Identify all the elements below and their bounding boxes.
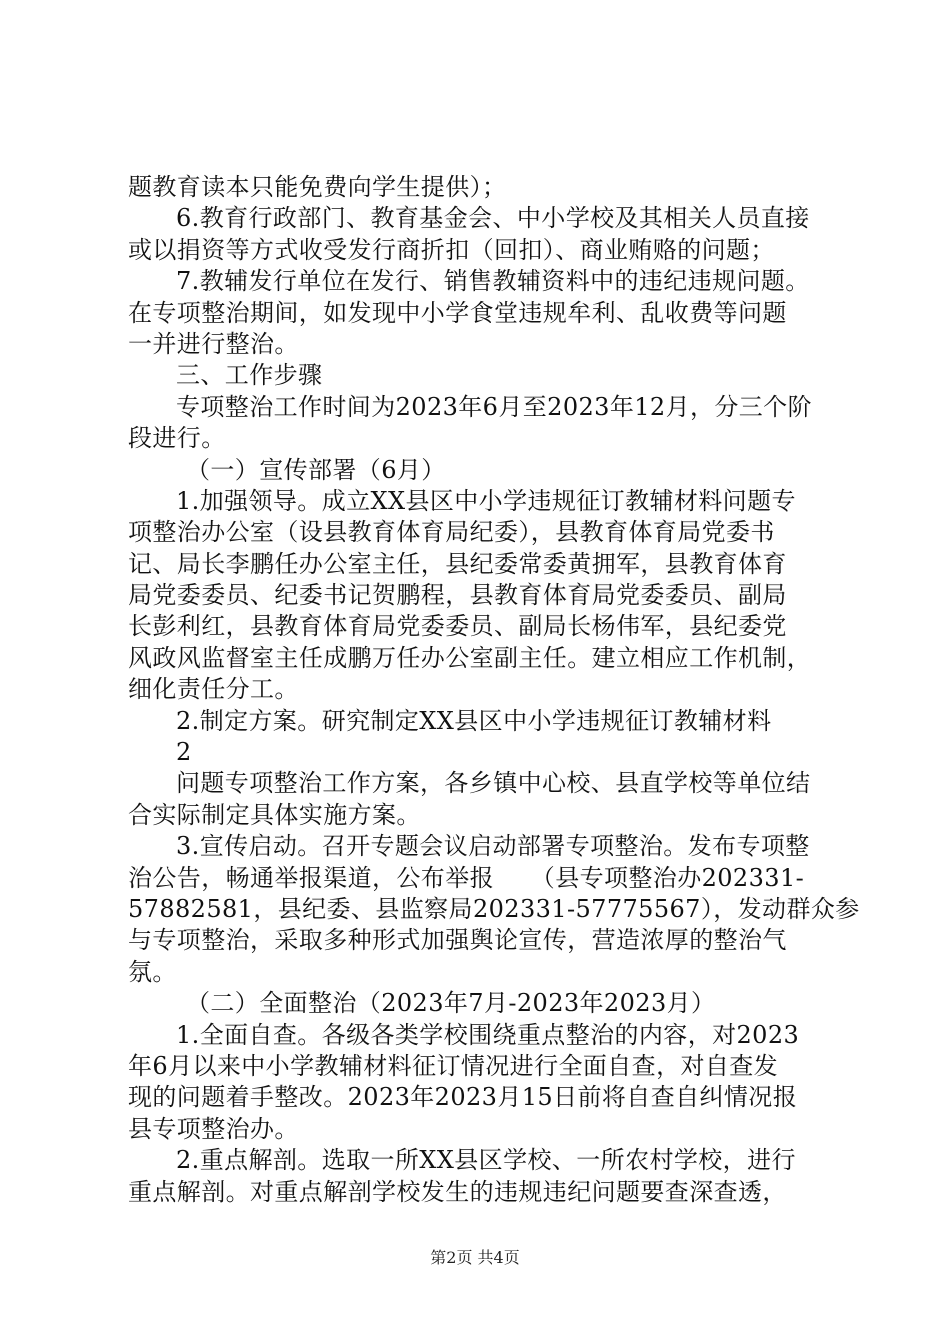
- page-footer: 第2页 共4页: [430, 1248, 520, 1267]
- text-line: 合实际制定具体实施方案。: [128, 800, 421, 829]
- document-body: [128, 172, 860, 1208]
- text-line: 一并进行整治。: [128, 329, 299, 358]
- text-line: 7.教辅发行单位在发行、销售教辅资料中的违纪违规问题。: [176, 267, 810, 296]
- text-line: 与专项整治，采取多种形式加强舆论宣传，营造浓厚的整治气: [128, 926, 787, 955]
- text-line: 现的问题着手整改。2023年2023月15日前将自查自纠情况报: [128, 1083, 798, 1112]
- text-line: （二）全面整治（2023年7月-2023年2023月）: [186, 989, 716, 1018]
- text-line: 县专项整治办。: [128, 1114, 299, 1143]
- text-line: 或以捐资等方式收受发行商折扣（回扣）、商业贿赂的问题；: [128, 235, 775, 264]
- text-line: 6.教育行政部门、教育基金会、中小学校及其相关人员直接: [176, 204, 810, 233]
- text-line: 2: [176, 738, 192, 767]
- text-line: 局党委委员、纪委书记贺鹏程，县教育体育局党委委员、副局: [128, 581, 787, 610]
- text-line: 3.宣传启动。召开专题会议启动部署专项整治。发布专项整: [176, 832, 810, 861]
- text-line: 治公告，畅通举报渠道，公布举报 （县专项整治办202331-: [128, 863, 805, 892]
- text-line: 项整治办公室（设县教育体育局纪委），县教育体育局党委书: [128, 518, 775, 547]
- text-line: 细化责任分工。: [128, 675, 299, 704]
- text-line: 2.重点解剖。选取一所XX县区学校、一所农村学校，进行: [176, 1146, 796, 1175]
- text-line: 1.全面自查。各级各类学校围绕重点整治的内容，对2023: [176, 1020, 800, 1049]
- text-line: 问题专项整治工作方案，各乡镇中心校、县直学校等单位结: [176, 769, 811, 798]
- text-line: 重点解剖。对重点解剖学校发生的违规违纪问题要查深查透，: [128, 1177, 787, 1206]
- text-line: 1.加强领导。成立XX县区中小学违规征订教辅材料问题专: [176, 486, 796, 515]
- text-line: 在专项整治期间，如发现中小学食堂违规牟利、乱收费等问题: [128, 298, 787, 327]
- text-line: 段进行。: [128, 424, 226, 453]
- text-line: （一）宣传部署（6月）: [186, 455, 446, 484]
- text-line: 氛。: [128, 957, 177, 986]
- text-line: 风政风监督室主任成鹏万任办公室副主任。建立相应工作机制，: [128, 643, 812, 672]
- text-line: 年6月以来中小学教辅材料征订情况进行全面自查，对自查发: [128, 1051, 779, 1080]
- text-line: 2.制定方案。研究制定XX县区中小学违规征订教辅材料: [176, 706, 772, 735]
- text-line: 三、工作步骤: [176, 361, 323, 390]
- text-line: 专项整治工作时间为2023年6月至2023年12月，分三个阶: [176, 392, 812, 421]
- text-line: 题教育读本只能免费向学生提供）；: [128, 173, 507, 201]
- text-line: 记、局长李鹏任办公室主任，县纪委常委黄拥军，县教育体育: [128, 549, 787, 578]
- text-line: 57882581，县纪委、县监察局202331-57775567），发动群众参: [128, 894, 860, 923]
- text-line: 长彭利红，县教育体育局党委委员、副局长杨伟军，县纪委党: [128, 612, 787, 641]
